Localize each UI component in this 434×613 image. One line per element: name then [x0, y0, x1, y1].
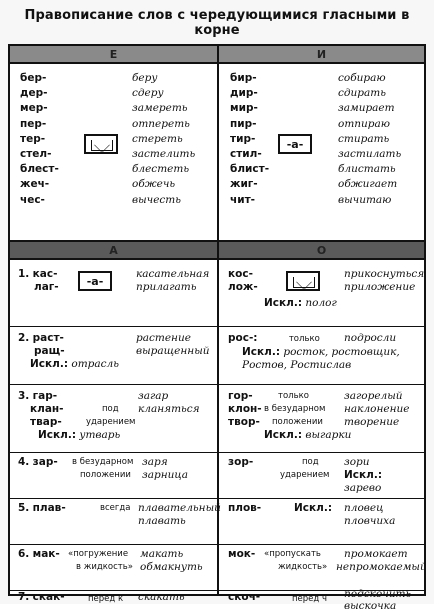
example: отпираю [338, 117, 391, 130]
header-o: О [219, 242, 424, 258]
example: обжигает [338, 178, 398, 191]
example: застелить [132, 147, 196, 160]
row-number: 5. [18, 502, 30, 514]
row-6-left [18, 548, 214, 584]
row-separator [10, 498, 424, 499]
row-separator [10, 326, 424, 327]
root: ращ- [34, 345, 65, 357]
example: зарница [142, 469, 188, 481]
root: скоч- [228, 591, 261, 603]
example: выскочка [344, 600, 397, 612]
condition: только [278, 391, 309, 401]
example: стереть [132, 132, 183, 145]
condition: всегда [100, 503, 131, 513]
row-5-left [18, 502, 221, 538]
root: плав- [32, 502, 66, 514]
row-4-left [18, 456, 214, 492]
row-1-right [228, 268, 425, 318]
row-7-right [228, 588, 422, 612]
root: скак- [32, 591, 65, 603]
row-number: 1. [18, 268, 30, 280]
root: рос-: [228, 332, 258, 344]
example: скакать [138, 591, 185, 603]
header-i: И [219, 46, 424, 62]
example: вычесть [132, 193, 181, 206]
condition: перед ч [292, 594, 328, 604]
condition: под [102, 404, 119, 414]
example: пловчиха [344, 515, 396, 527]
row-separator [10, 544, 424, 545]
row-3-left [18, 390, 214, 446]
example: творение [344, 416, 400, 428]
row-5-right [228, 502, 422, 538]
root: зор- [228, 456, 254, 468]
example: заря [142, 456, 168, 468]
condition: перед к [88, 594, 124, 604]
example: выращенный [136, 345, 210, 357]
root-tir: тир- [230, 132, 256, 145]
example: сдирать [338, 87, 386, 100]
root-pir: пир- [230, 117, 257, 130]
condition: в безударном [72, 457, 134, 467]
example: пловец [344, 502, 384, 514]
root-dir: дир- [230, 87, 258, 100]
example: блестеть [132, 163, 190, 176]
row-2-right [228, 332, 422, 376]
root: лож- [228, 281, 258, 293]
root: клан- [30, 403, 64, 415]
exception-label: Искл.: [38, 429, 77, 441]
example: застилать [338, 147, 402, 160]
i-examples-list [338, 71, 422, 208]
root-stil: стил- [230, 147, 262, 160]
root: гор- [228, 390, 253, 402]
row-number: 6. [18, 548, 30, 560]
root-zhig: жиг- [230, 178, 258, 191]
example: кланяться [138, 403, 200, 415]
example: загорелый [344, 390, 403, 402]
root: твор- [228, 416, 260, 428]
condition: под [302, 457, 319, 467]
root: зар- [32, 456, 58, 468]
example: наклонение [344, 403, 410, 415]
example: сдеру [132, 87, 164, 100]
page-title: Правописание слов с чередующимися гласными в корне [24, 8, 410, 38]
condition: положении [80, 470, 131, 480]
exception-label: Искл.: [264, 297, 303, 309]
root-ches: чес- [20, 193, 45, 206]
root-mir: мир- [230, 102, 258, 115]
root: кос- [228, 268, 253, 280]
row-2-left [18, 332, 214, 376]
example: замереть [132, 102, 188, 115]
example: подросли [344, 332, 397, 344]
a-symbol-box: -а- [78, 271, 112, 291]
header-a: А [10, 242, 217, 258]
e-examples-list [132, 71, 214, 208]
row-7-left [18, 591, 214, 604]
root-mer: мер- [20, 102, 48, 115]
example: приложение [344, 281, 416, 293]
header-e: Е [10, 46, 217, 62]
condition: ударением [86, 417, 136, 427]
row-number: 4. [18, 456, 30, 468]
mid-separator-bottom [10, 258, 424, 260]
example: макать [140, 548, 184, 560]
example: вычитаю [338, 193, 392, 206]
root: кас- [32, 268, 58, 280]
example: касательная [136, 268, 210, 280]
example: промокает [344, 548, 408, 560]
condition: «погружение [68, 549, 129, 559]
root: мак- [32, 548, 60, 560]
root-per: пер- [20, 117, 47, 130]
exception-label: Искл.: [344, 469, 383, 481]
root-ter: тер- [20, 132, 46, 145]
e-roots-list [20, 71, 80, 208]
root: лаг- [34, 281, 59, 293]
condition: жидкость» [278, 562, 328, 572]
exception: выгарки [305, 429, 352, 441]
exception-label: Искл.: [264, 429, 303, 441]
root-der: дер- [20, 87, 48, 100]
root-chit: чит- [230, 193, 256, 206]
exception: росток, ростовщик, Ростов, Ростислав [242, 346, 400, 371]
root: клон- [228, 403, 262, 415]
a-symbol-box: -а- [278, 134, 312, 154]
example: замирает [338, 102, 395, 115]
row-3-right [228, 390, 422, 446]
condition: «пропускать [264, 549, 321, 559]
condition: только [288, 334, 320, 344]
root-blist: блист- [230, 163, 270, 176]
root: гар- [32, 390, 58, 402]
example: зори [344, 456, 370, 468]
example: обмакнуть [140, 561, 203, 573]
root: твар- [30, 416, 62, 428]
exception: полог [305, 297, 337, 309]
example: блистать [338, 163, 396, 176]
condition: ударением [280, 470, 330, 480]
root: мок- [228, 548, 256, 560]
row-6-right [228, 548, 427, 584]
root: плов- [228, 502, 262, 514]
example: беру [132, 72, 158, 84]
root-bir: бир- [230, 72, 257, 84]
example: подскочить [344, 588, 412, 600]
example: собираю [338, 72, 386, 84]
envelope-icon [286, 271, 320, 291]
row-separator [10, 452, 424, 453]
row-separator [10, 384, 424, 385]
row-number: 3. [18, 390, 30, 402]
condition: в безударном [264, 404, 326, 414]
exception: утварь [79, 429, 121, 441]
rules-table [8, 44, 427, 612]
exception: зарево [344, 482, 382, 494]
example: обжечь [132, 178, 176, 191]
example: плавательный [138, 502, 221, 514]
example: непромокаемый [336, 561, 427, 573]
exception-label: Искл.: [30, 358, 69, 370]
example: прикоснуться [344, 268, 425, 280]
example: плавать [138, 515, 186, 527]
root-ber: бер- [20, 72, 47, 84]
row-number: 2. [18, 332, 30, 344]
condition: в жидкость» [76, 562, 133, 572]
example: загар [138, 390, 169, 402]
example: растение [136, 332, 191, 344]
row-1-left [18, 268, 214, 318]
root-zhech: жеч- [20, 178, 50, 191]
exception-label: Искл.: [294, 502, 333, 514]
envelope-icon [84, 134, 118, 154]
example: стирать [338, 132, 390, 145]
row-number: 7. [18, 591, 30, 603]
example: прилагать [136, 281, 197, 293]
row-4-right [228, 456, 422, 492]
header-separator [10, 62, 424, 64]
root: раст- [32, 332, 64, 344]
root-blest: блест- [20, 163, 59, 176]
root-stel: стел- [20, 147, 52, 160]
example: отпереть [132, 117, 190, 130]
condition: положении [272, 417, 323, 427]
exception-label: Искл.: [242, 346, 281, 358]
exception: отрасль [71, 358, 119, 370]
